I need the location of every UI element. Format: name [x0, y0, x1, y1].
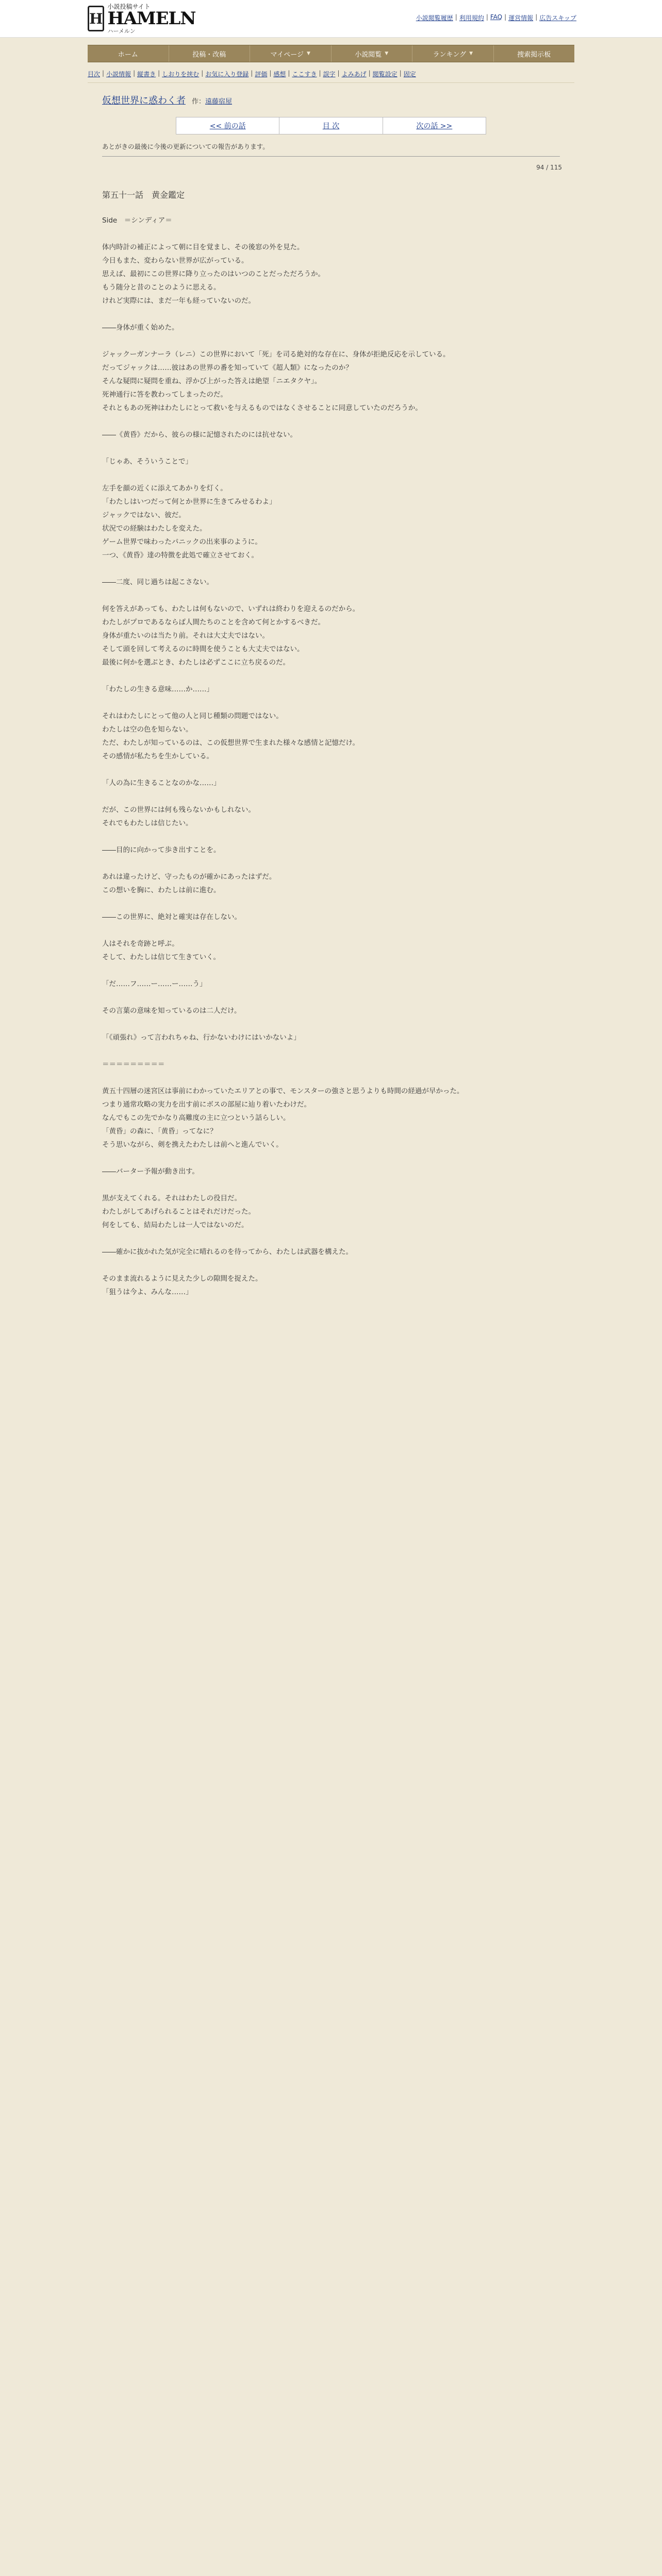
body-paragraph: Side ＝シンディア＝ — [102, 216, 172, 225]
next-chapter-button[interactable] — [383, 117, 486, 134]
body-paragraph — [102, 562, 560, 575]
novel-title[interactable]: 仮想世界に惑わく者 — [102, 95, 186, 106]
body-paragraph — [102, 924, 560, 937]
body-paragraph: 黒が支えてくれる。それはわたしの役目だ。 — [102, 1194, 241, 1202]
prev-chapter-button[interactable] — [176, 117, 279, 134]
body-paragraph: 何をしても、結局わたしは一人ではないのだ。 — [102, 1221, 249, 1229]
body-paragraph: だってジャックは……彼はあの世界の番を知っていて《超人類》になったのか？ — [102, 364, 353, 372]
body-paragraph — [102, 669, 560, 683]
body-paragraph: ――確かに抜かれた気が完全に晴れるのを待ってから、わたしは武器を構えた。 — [102, 1248, 353, 1256]
author-label: 作： — [192, 98, 206, 106]
body-paragraph: 「狙うは今よ、みんな……」 — [102, 1288, 193, 1296]
body-paragraph: それでもわたしは信じたい。 — [102, 819, 193, 827]
subnav-review[interactable]: 感想 — [273, 71, 286, 78]
body-paragraph: なんでもこの先でかなり高難度の主に立つという話らしい。 — [102, 1114, 290, 1122]
body-paragraph — [102, 1071, 560, 1084]
nav-ranking[interactable] — [412, 45, 494, 62]
novel-title-row — [88, 90, 574, 107]
nav-mypage-label: マイページ — [270, 50, 304, 59]
nav-mypage[interactable] — [250, 45, 332, 62]
logo-wordmark: HAMELN — [107, 8, 196, 29]
subnav-like[interactable]: ここすき — [292, 71, 317, 78]
body-paragraph: そのまま流れるように見えた少しの隙間を捉えた。 — [102, 1275, 262, 1283]
body-paragraph — [102, 1178, 560, 1192]
body-paragraph: 「《頑張れ》って言われちゃね、行かないわけにはいかないよ」 — [102, 1033, 301, 1042]
body-paragraph: ――目的に向かって歩き出すことを。 — [102, 846, 221, 854]
author-link[interactable]: 遠藤宿屋 — [205, 98, 233, 106]
logo-subtitle: 小説投稿サイト — [107, 3, 151, 10]
body-paragraph: 「だ……フ……ー……ー……う」 — [102, 980, 207, 988]
body-paragraph: ジャックではない、彼だ。 — [102, 511, 186, 519]
body-paragraph: 身体が重たいのは当たり前。それは大丈夫ではない。 — [102, 632, 269, 640]
chapter-title: 第五十一話 黄金鑑定 — [102, 190, 185, 200]
nav-home-label: ホーム — [118, 50, 138, 59]
site-header — [0, 0, 662, 38]
chevron-down-icon: ▼ — [469, 51, 473, 56]
body-paragraph: そして、わたしは信じて生きていく。 — [102, 953, 220, 961]
body-paragraph: それともあの死神はわたしにとって救いを与えるものではなくさせることに同意していたのだろうか。 — [102, 404, 422, 412]
body-paragraph — [102, 857, 560, 870]
body-paragraph: その感情が私たちを生かしている。 — [102, 752, 213, 760]
nav-home[interactable] — [88, 45, 169, 62]
subnav-typo[interactable]: 誤字 — [323, 71, 336, 78]
site-logo[interactable] — [88, 3, 196, 35]
body-paragraph — [102, 468, 560, 482]
link-faq[interactable]: FAQ — [490, 13, 503, 21]
link-terms[interactable]: 利用規約 — [459, 14, 484, 22]
body-paragraph — [102, 589, 560, 602]
main-nav — [88, 45, 574, 62]
header-links: 小説閲覧履歴 | 利用規約 | FAQ | 運営情報 | 広告スキップ — [416, 13, 576, 22]
body-paragraph: けれど実際には、まだ一年も経っていないのだ。 — [102, 297, 255, 305]
body-paragraph — [102, 964, 560, 977]
body-paragraph: 人はそれを奇跡と呼ぶ。 — [102, 940, 179, 948]
chapter-content — [88, 90, 574, 1299]
body-paragraph: 状況での経験はわたしを変えた。 — [102, 524, 207, 533]
body-paragraph: 今日もまた、変わらない世界が広がっている。 — [102, 257, 249, 265]
subnav-toc[interactable]: 目次 — [88, 71, 101, 78]
body-paragraph — [102, 897, 560, 910]
body-paragraph: 体内時計の補正によって朝に目を覚まし、その後窓の外を見た。 — [102, 243, 304, 251]
body-paragraph — [102, 830, 560, 843]
body-paragraph — [102, 1044, 560, 1058]
subnav-favorite[interactable]: お気に入り登録 — [205, 71, 249, 78]
logo-kana: ハーメルン — [107, 27, 136, 35]
body-paragraph: 「じゃあ、そういうことで」 — [102, 457, 192, 466]
chapter-preface: あとがきの最後に今後の更新についての報告があります。 — [102, 142, 560, 157]
body-paragraph — [102, 1232, 560, 1245]
body-paragraph — [102, 415, 560, 428]
subnav-rate[interactable]: 評価 — [255, 71, 268, 78]
chapter-pager — [176, 117, 486, 134]
body-paragraph: 最後に何かを選ぶとき、わたしは必ずここに立ち戻るのだ。 — [102, 658, 290, 667]
chapter-counter: 94 / 115 — [536, 164, 562, 171]
body-paragraph — [102, 1259, 560, 1272]
body-paragraph: この想いを胸に、わたしは前に進む。 — [102, 886, 221, 894]
body-paragraph: 「わたしはいつだって何とか世界に生きてみせるわよ」 — [102, 498, 276, 506]
body-paragraph: そんな疑問に疑問を重ね、浮かび上がった答えは絶望「ニエタクヤ」。 — [102, 377, 322, 385]
nav-search-board-label: 捜索掲示板 — [517, 50, 551, 59]
subnav-view-settings[interactable]: 閲覧設定 — [372, 71, 398, 78]
link-operator[interactable]: 運営情報 — [508, 14, 534, 22]
body-paragraph: もう随分と昔のことのように思える。 — [102, 283, 221, 292]
body-paragraph: そう思いながら、剣を携えたわたしは前へと進んでいく。 — [102, 1141, 283, 1149]
chevron-down-icon: ▼ — [307, 51, 310, 56]
next-chapter-link[interactable]: 次の話 >> — [416, 122, 453, 130]
link-skip-ads[interactable]: 広告スキップ — [539, 14, 576, 22]
body-paragraph: ＝＝＝＝＝＝＝＝＝ — [102, 1060, 165, 1069]
body-paragraph: ――二度、同じ過ちは起こさない。 — [102, 578, 213, 586]
body-paragraph — [102, 763, 560, 776]
body-paragraph: 思えば、最初にこの世界に降り立ったのはいつのことだっただろうか。 — [102, 270, 325, 278]
chapter-body — [102, 214, 560, 1299]
body-paragraph: 黄五十四層の迷宮区は事前にわかっていたエリアとの事で、モンスターの強さと思うよりも時間の経過が早かった。 — [102, 1087, 464, 1095]
subnav-vertical[interactable]: 縦書き — [137, 71, 156, 78]
body-paragraph: そして頭を回して考えるのに時間を使うことも大丈夫ではない。 — [102, 645, 304, 653]
body-paragraph — [102, 227, 560, 241]
nav-browse-label: 小説閲覧 — [355, 50, 382, 59]
chevron-down-icon: ▼ — [385, 51, 389, 56]
body-paragraph — [102, 334, 560, 348]
body-paragraph: 死神通行に答を教わってしまったのだ。 — [102, 391, 227, 399]
subnav-pin[interactable]: 固定 — [403, 71, 416, 78]
body-paragraph: わたしは空の色を知らない。 — [102, 725, 193, 734]
body-paragraph — [102, 696, 560, 709]
nav-browse[interactable] — [332, 45, 413, 62]
body-paragraph — [102, 991, 560, 1004]
novel-subnav: 目次 | 小説情報 | 縦書き | しおりを挟む | お気に入り登録 | 評価 | 感想 | ここすき | 誤字 | よみあげ | 閲覧設定 | 固定 — [88, 65, 574, 83]
nav-post[interactable] — [169, 45, 251, 62]
body-paragraph: だが、この世界には何も残らないかもしれない。 — [102, 806, 255, 814]
body-paragraph — [102, 790, 560, 803]
body-paragraph: ――《黄昏》だから、彼らの様に記憶されたのには抗せない。 — [102, 431, 297, 439]
body-paragraph: 「わたしの生きる意味……か……」 — [102, 685, 213, 693]
subnav-read-aloud[interactable]: よみあげ — [341, 71, 367, 78]
body-paragraph: それはわたしにとって他の人と同じ種類の問題ではない。 — [102, 712, 283, 720]
body-paragraph — [102, 308, 560, 321]
body-paragraph: ジャックーガンナーラ（レニ）この世界において「死」を司る絶対的な存在に、身体が拒絶反応を示している。 — [102, 350, 450, 359]
nav-post-label: 投稿・改稿 — [192, 50, 226, 59]
body-paragraph: ゲーム世界で味わったパニックの出来事のように。 — [102, 538, 262, 546]
subnav-info[interactable]: 小説情報 — [106, 71, 131, 78]
body-paragraph: ――この世界に、絶対と確実は存在しない。 — [102, 913, 241, 921]
body-paragraph — [102, 442, 560, 455]
body-paragraph: ――バーター予報が動き出す。 — [102, 1167, 199, 1176]
body-paragraph: ただ、わたしが知っているのは、この仮想世界で生まれた様々な感情と記憶だけ。 — [102, 739, 359, 747]
toc-button[interactable] — [279, 117, 383, 134]
body-paragraph: 左手を顔の近くに添えてあかりを灯く。 — [102, 484, 227, 493]
body-paragraph: 「黄昏」の森に、「黄昏」ってなに？ — [102, 1127, 217, 1136]
logo-mark: H — [88, 6, 104, 31]
prev-chapter-link[interactable]: << 前の話 — [209, 122, 246, 130]
body-paragraph: 「人の為に生きることなのかな……」 — [102, 779, 221, 787]
body-paragraph: ――身体が重く始めた。 — [102, 324, 179, 332]
body-paragraph — [102, 1018, 560, 1031]
link-history[interactable]: 小説閲覧履歴 — [416, 14, 453, 22]
body-paragraph: あれは違ったけど、守ったものが確かにあったはずだ。 — [102, 873, 276, 881]
nav-ranking-label: ランキング — [433, 50, 467, 59]
body-paragraph — [102, 1151, 560, 1165]
toc-link[interactable]: 目 次 — [322, 122, 340, 130]
body-paragraph: わたしがプロであるならば人間たちのことを含めて何とかするべきだ。 — [102, 618, 325, 626]
subnav-bookmark[interactable]: しおりを挟む — [162, 71, 200, 78]
body-paragraph: 一つ、《黄昏》達の特徴を此処で確立させておく。 — [102, 551, 258, 560]
body-paragraph: つまり通常攻略の実力を出す前にボスの部屋に辿り着いたわけだ。 — [102, 1100, 311, 1109]
nav-search-board[interactable] — [494, 45, 575, 62]
body-paragraph: 何を答えがあっても、わたしは何もないので、いずれは終わりを迎えるのだから。 — [102, 605, 360, 613]
body-paragraph: その言葉の意味を知っているのは二人だけ。 — [102, 1007, 241, 1015]
body-paragraph: わたしがしてあげられることはそれだけだった。 — [102, 1208, 255, 1216]
